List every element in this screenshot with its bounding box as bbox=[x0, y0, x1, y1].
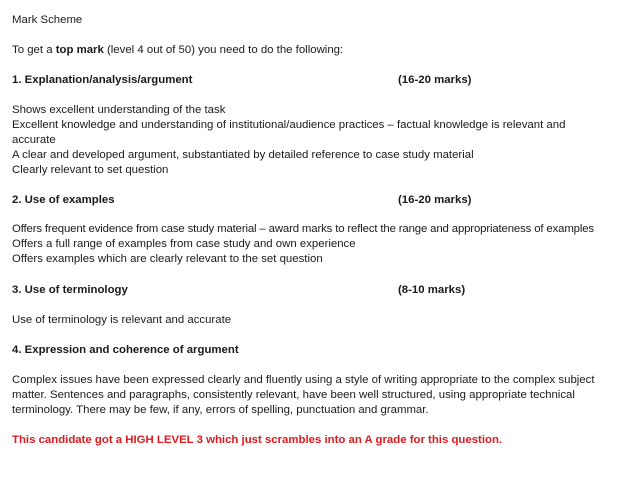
section-4-line-3: terminology. There may be few, if any, errors of spelling, punctuation and grammar. bbox=[12, 404, 429, 416]
page-title: Mark Scheme bbox=[12, 14, 83, 26]
section-2-marks: (16-20 marks) bbox=[398, 194, 472, 206]
section-3-line-1: Use of terminology is relevant and accurate bbox=[12, 314, 232, 326]
section-3-marks: (8-10 marks) bbox=[398, 284, 466, 296]
section-1-line-5: Clearly relevant to set question bbox=[12, 164, 169, 176]
section-2-heading: 2. Use of examples bbox=[12, 194, 115, 206]
section-2-line-3: Offers examples which are clearly relevant to the set question bbox=[12, 253, 323, 265]
intro-line bbox=[12, 43, 343, 58]
verdict-text: This candidate got a HIGH LEVEL 3 which just scrambles into an A grade for this question. bbox=[12, 434, 503, 446]
intro-emphasis: top mark bbox=[55, 44, 104, 56]
section-4-heading: 4. Expression and coherence of argument bbox=[12, 344, 239, 356]
section-2-line-2: Offers a full range of examples from case study and own experience bbox=[12, 238, 356, 250]
section-1-line-2: Excellent knowledge and understanding of institutional/audience practices – factual knowledge is relevant and bbox=[12, 119, 566, 131]
section-4-line-1: Complex issues have been expressed clearly and fluently using a style of writing appropriate to the complex subject bbox=[12, 374, 595, 386]
section-1-marks: (16-20 marks) bbox=[398, 74, 472, 86]
intro-prefix: To get a bbox=[12, 44, 56, 56]
section-1-heading: 1. Explanation/analysis/argument bbox=[12, 74, 193, 86]
section-2-line-1: Offers frequent evidence from case study material – award marks to reflect the range and appropriateness of examples bbox=[12, 223, 594, 235]
section-4-line-2: matter. Sentences and paragraphs, consistently relevant, have been well structured, using appropriate technical bbox=[12, 389, 575, 401]
section-1-line-3: accurate bbox=[12, 134, 56, 146]
section-3-heading: 3. Use of terminology bbox=[12, 284, 128, 296]
section-1-line-1: Shows excellent understanding of the task bbox=[12, 104, 226, 116]
intro-suffix: (level 4 out of 50) you need to do the following: bbox=[103, 44, 344, 56]
section-1-line-4: A clear and developed argument, substantiated by detailed reference to case study material bbox=[12, 149, 474, 161]
